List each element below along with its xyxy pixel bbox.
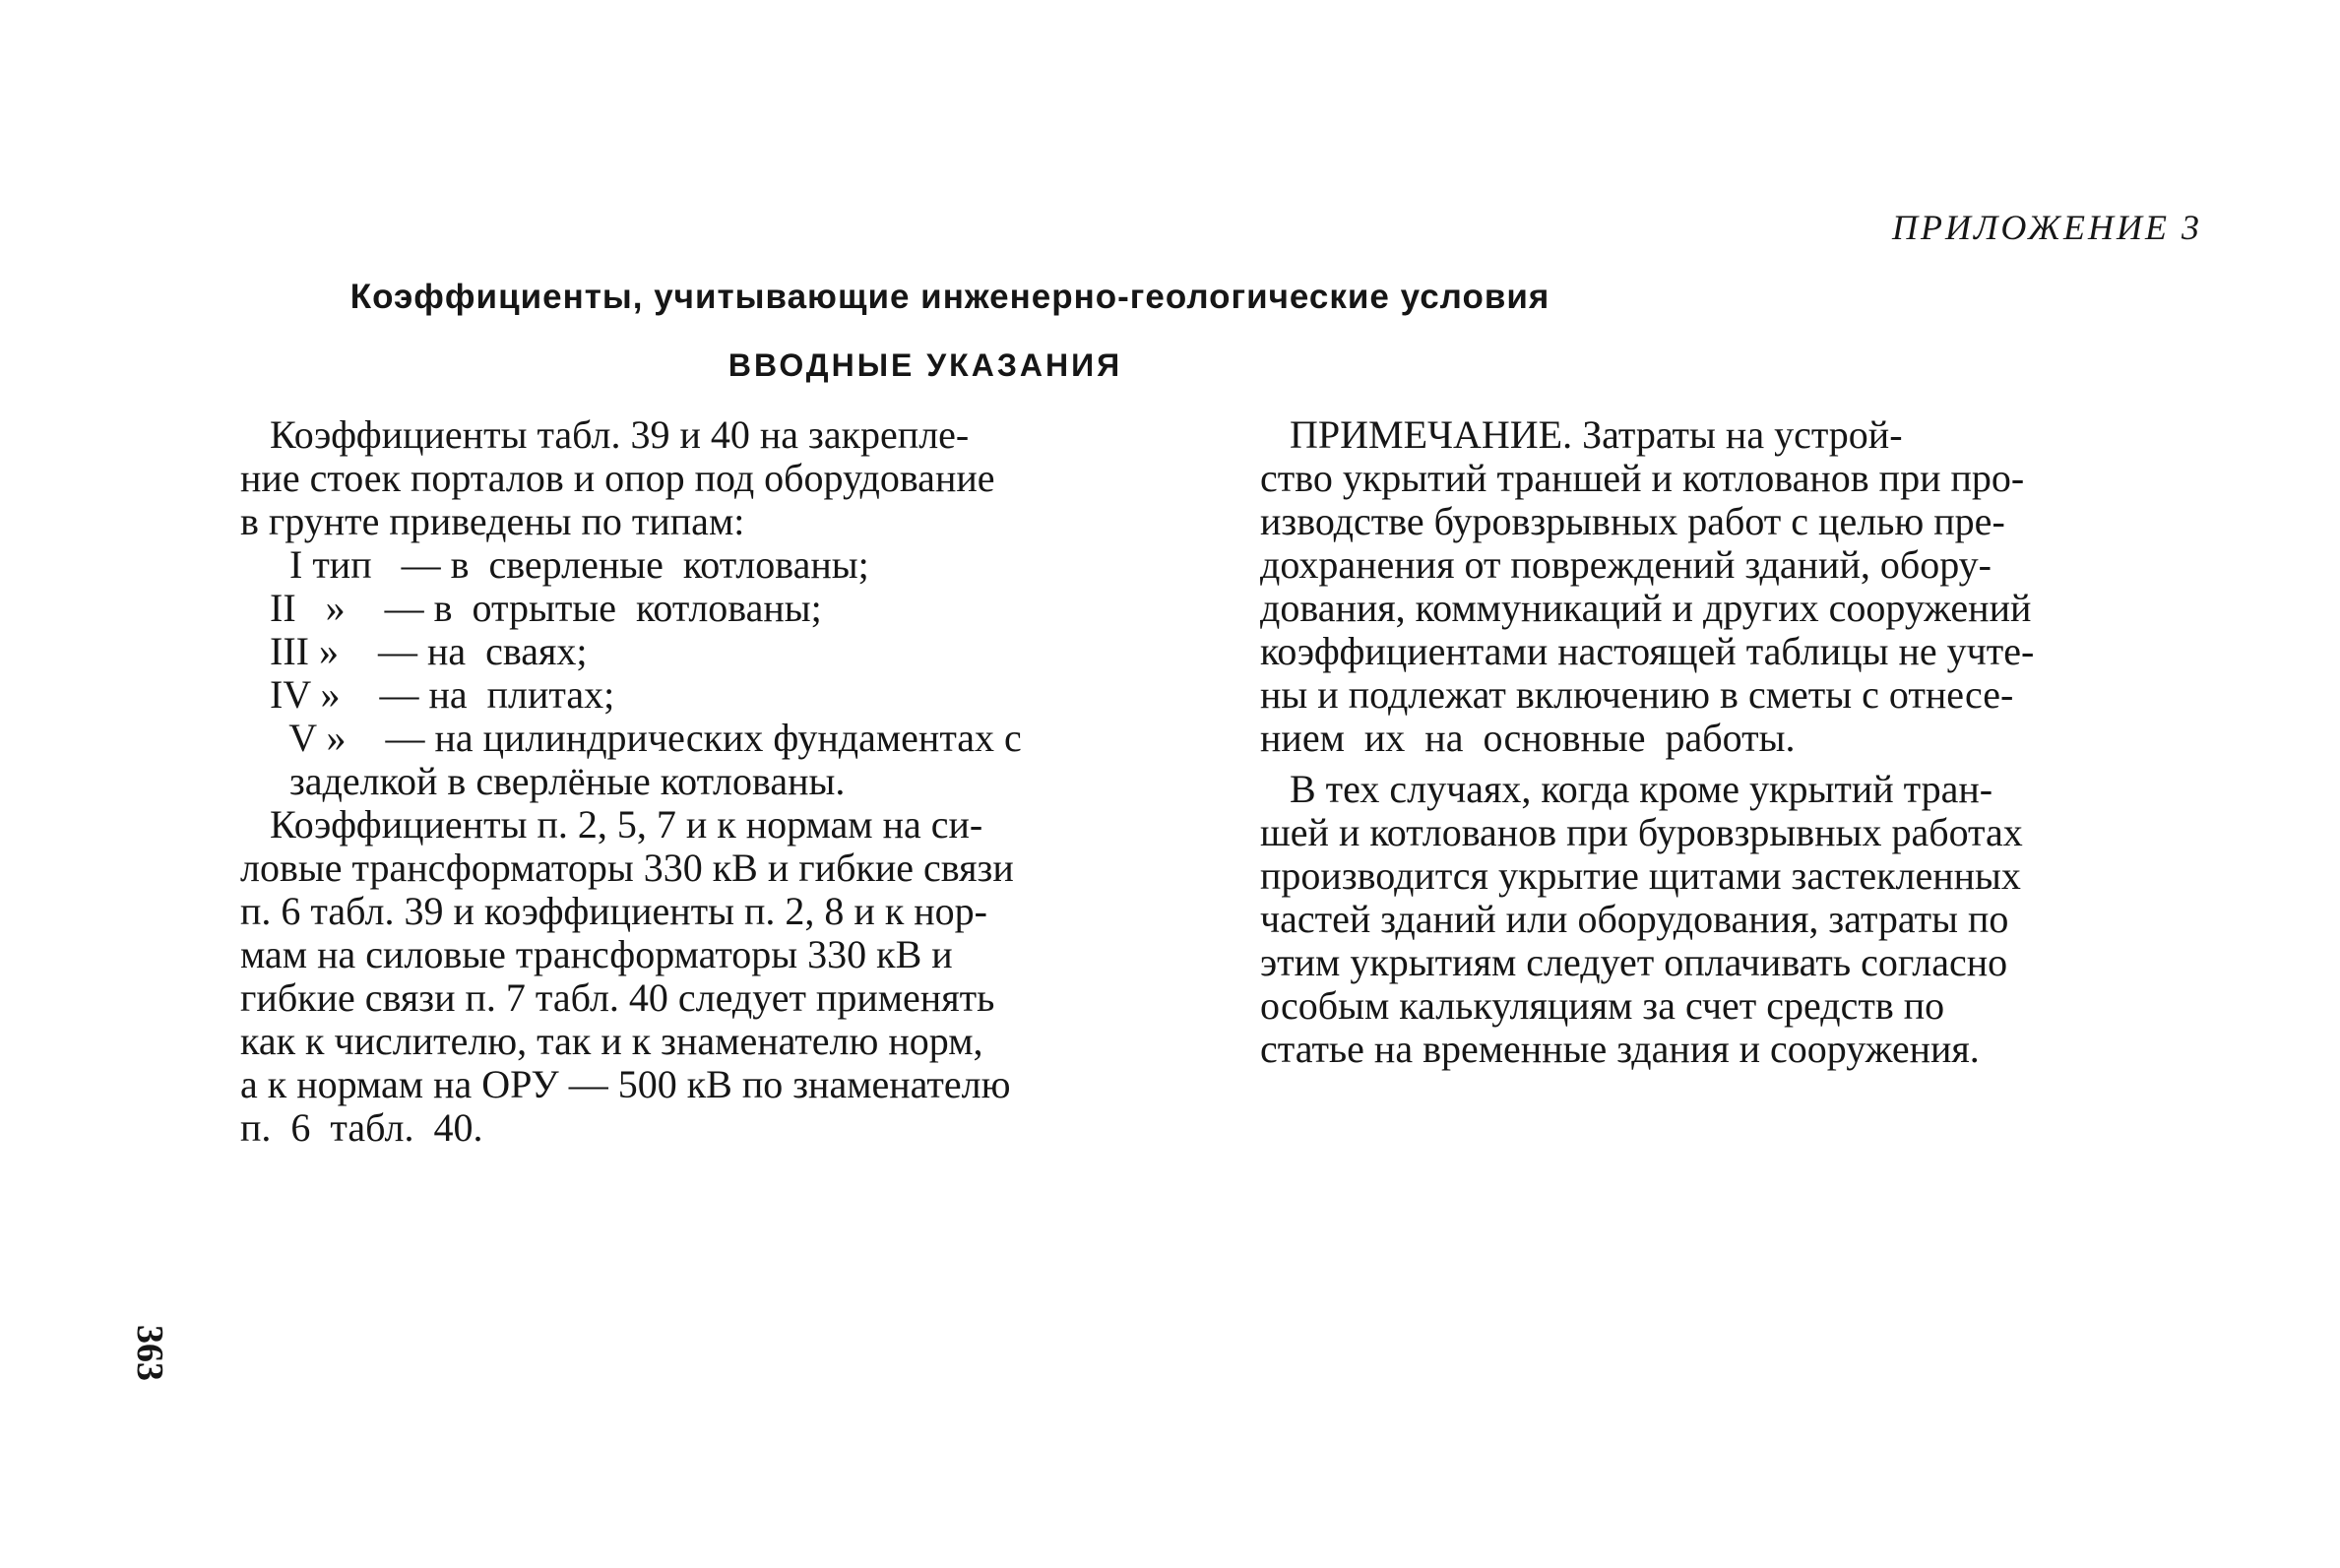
text-line: этим укрытиям следует оплачивать согласно: [1260, 940, 2008, 984]
text-line: а к нормам на ОРУ — 500 кВ по знаменателю: [240, 1062, 1011, 1106]
text-line: ны и подлежат включению в сметы с отнесе-: [1260, 672, 2014, 717]
right-paragraph-2: [1260, 768, 2213, 1071]
text-line: п. 6 табл. 40.: [240, 1105, 483, 1150]
text-line: V » — на цилиндрических фундаментах с: [240, 716, 1022, 760]
text-line: частей зданий или оборудования, затраты по: [1260, 897, 2009, 941]
text-line: В тех случаях, когда кроме укрытий тран-: [1260, 767, 1993, 811]
right-paragraph-1: [1260, 413, 2213, 760]
text-line: ловые трансформаторы 330 кВ и гибкие связи: [240, 846, 1014, 890]
text-line: гибкие связи п. 7 табл. 40 следует применять: [240, 975, 995, 1020]
text-line: IV » — на плитах;: [240, 672, 615, 717]
text-line: особым калькуляциям за счет средств по: [1260, 983, 1945, 1028]
text-line: мам на силовые трансформаторы 330 кВ и: [240, 932, 953, 976]
section-subtitle: ВВОДНЫЕ УКАЗАНИЯ: [727, 347, 1123, 383]
text-line: ство укрытий траншей и котлованов при про-: [1260, 456, 2025, 500]
section-title: Коэффициенты, учитывающие инженерно-геологические условия: [349, 278, 1550, 316]
text-line: в грунте приведены по типам:: [240, 499, 745, 543]
text-line: дования, коммуникаций и других сооружений: [1260, 586, 2032, 630]
text-line: заделкой в сверлёные котлованы.: [240, 759, 846, 803]
page-number: 363: [129, 1325, 170, 1381]
text-line: как к числителю, так и к знаменателю норм,: [240, 1019, 983, 1063]
text-line: статье на временные здания и сооружения.: [1260, 1027, 1980, 1071]
text-line: ние стоек порталов и опор под оборудование: [240, 456, 995, 500]
text-line: Коэффициенты табл. 39 и 40 на закрепле-: [240, 412, 970, 457]
text-line: дохранения от повреждений зданий, обору-: [1260, 542, 1992, 587]
text-line: изводстве буровзрывных работ с целью пре-: [1260, 499, 2005, 543]
right-column: [1260, 413, 2213, 1071]
text-line: нием их на основные работы.: [1260, 716, 1796, 760]
left-paragraph-1: [240, 413, 1207, 803]
text-line: II » — в отрытые котлованы;: [240, 586, 822, 630]
text-line: коэффициентами настоящей таблицы не учте-: [1260, 629, 2035, 673]
text-line: Коэффициенты п. 2, 5, 7 и к нормам на си-: [240, 802, 983, 847]
left-paragraph-2: [240, 803, 1207, 1150]
text-line: I тип — в сверленые котлованы;: [240, 542, 869, 587]
text-line: п. 6 табл. 39 и коэффициенты п. 2, 8 и к нор-: [240, 889, 987, 933]
appendix-label: ПРИЛОЖЕНИЕ 3: [1892, 208, 2202, 247]
left-column: [240, 413, 1207, 1150]
text-line: III » — на сваях;: [240, 629, 588, 673]
text-line: шей и котлованов при буровзрывных работах: [1260, 810, 2023, 854]
text-line: производится укрытие щитами застекленных: [1260, 853, 2021, 898]
text-line: ПРИМЕЧАНИЕ. Затраты на устрой-: [1260, 412, 1903, 457]
